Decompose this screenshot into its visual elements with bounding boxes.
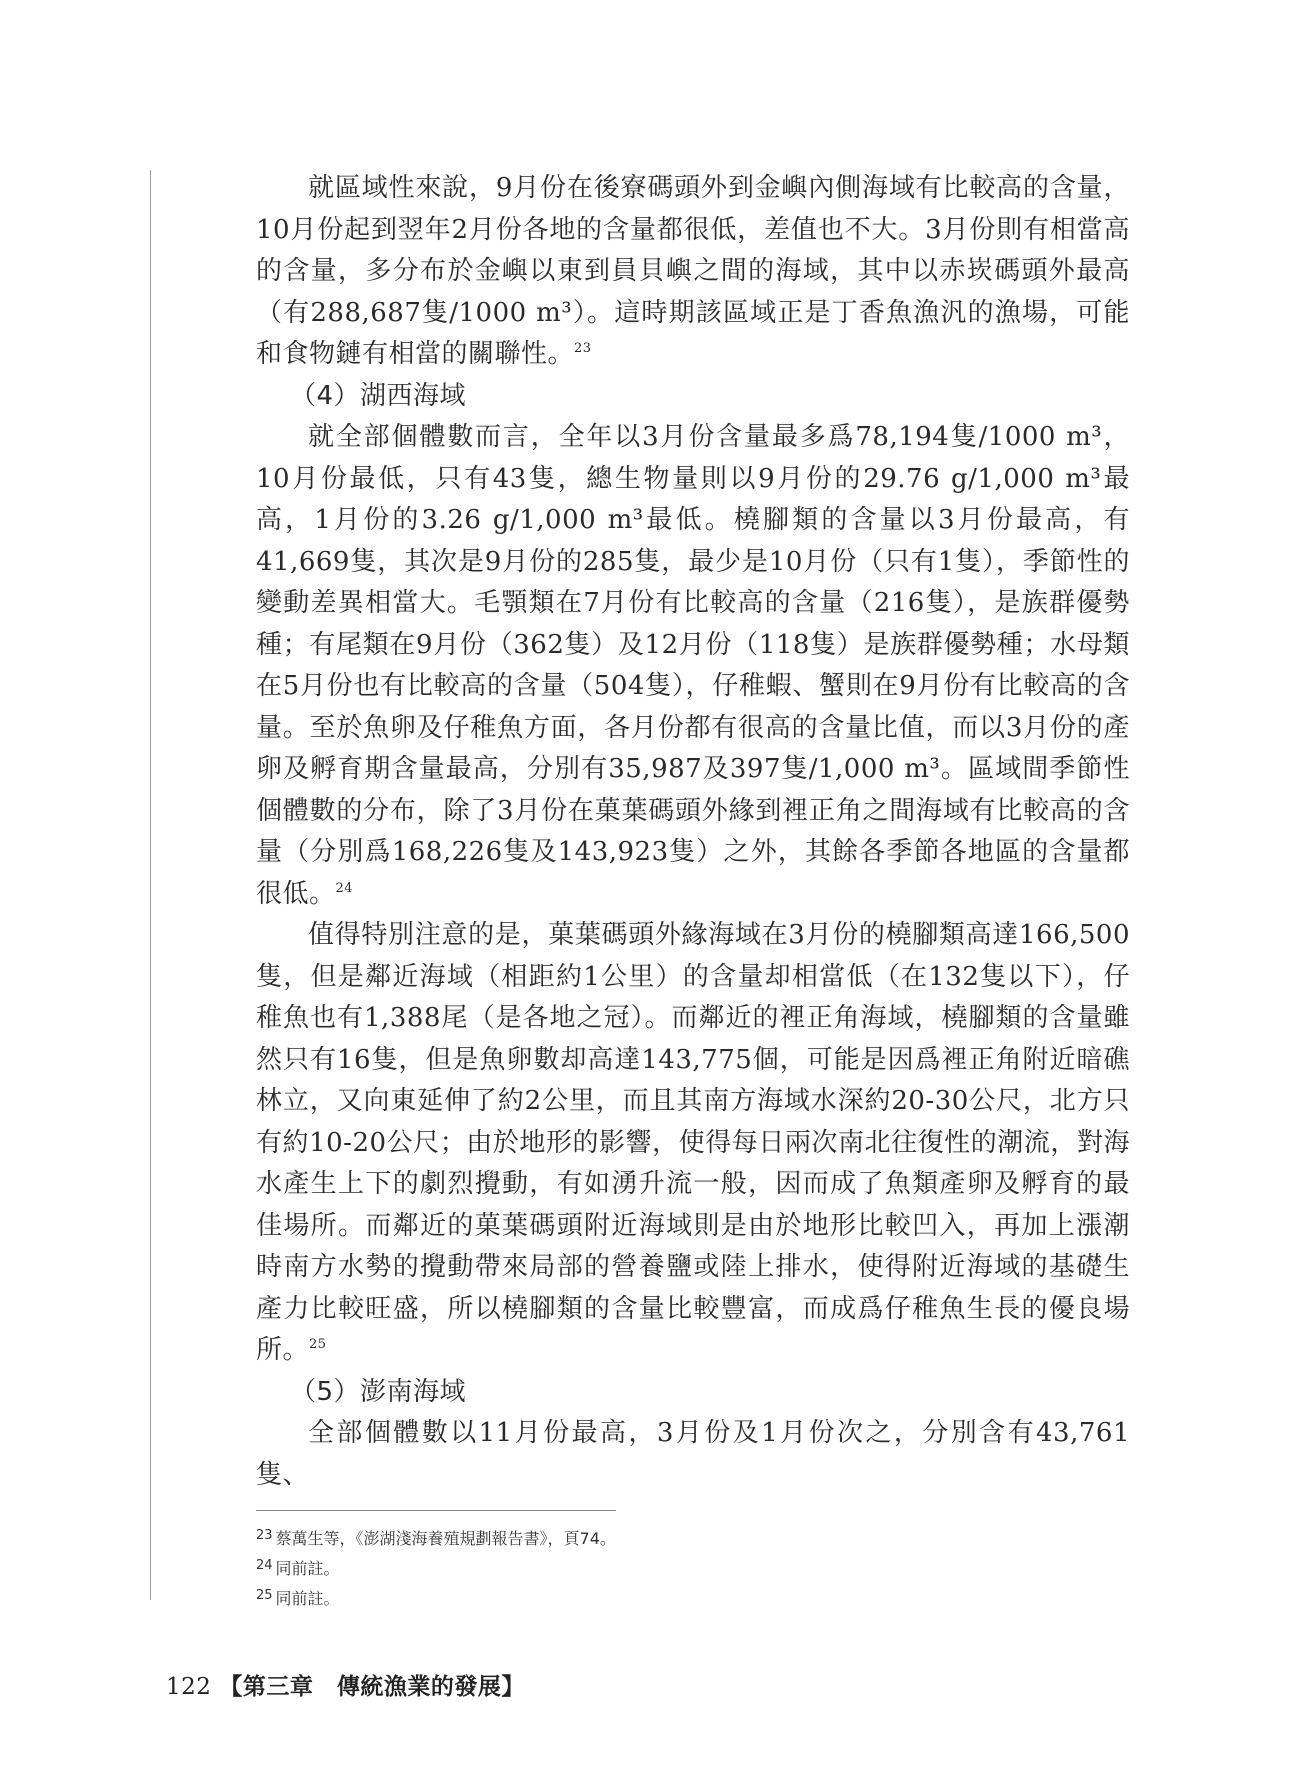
paragraph-1-text: 就區域性來說，9月份在後寮碼頭外到金嶼內側海域有比較高的含量，10月份起到翌年2月份各地的含量都很低，差值也不大。3月份則有相當高的含量，多分布於金嶼以東到員貝嶼之間的海域，其中以赤崁碼頭外最高（有288,687隻/1000 m³）。這時期該區域正是丁香魚漁汎的漁場，可能和食物鏈有相當的關聯性。 [256, 173, 1130, 369]
section-heading-5: （5）澎南海域 [290, 1376, 467, 1407]
footnote-text: 同前註。 [275, 1589, 340, 1608]
footnote-number: 25 [256, 1588, 273, 1603]
footnote-ref-23[interactable]: 23 [574, 341, 592, 356]
footnote-text: 蔡萬生等，《澎湖淺海養殖規劃報告書》，頁74。 [275, 1529, 616, 1548]
section-heading-4: （4）湖西海域 [290, 380, 467, 411]
paragraph-4: 全部個體數以11月份最高，3月份及1月份次之，分別含有43,761隻、 [256, 1418, 1130, 1490]
paragraph-1 [256, 168, 1130, 376]
footnote-23 [256, 1522, 1130, 1552]
footnote-ref-24[interactable]: 24 [335, 880, 354, 896]
footnote-number: 24 [256, 1558, 273, 1573]
paragraph-3 [256, 915, 1130, 1372]
page-footer [166, 1668, 525, 1701]
footnote-number: 23 [256, 1528, 273, 1543]
chapter-title: 【第三章 傳統漁業的發展】 [219, 1673, 525, 1700]
margin-rule [150, 170, 151, 1600]
footnote-25 [256, 1582, 1130, 1612]
main-text [256, 168, 1130, 1496]
footnotes [256, 1522, 1130, 1612]
paragraph-2 [256, 417, 1130, 915]
footnote-divider [256, 1510, 616, 1511]
page-number: 122 [166, 1674, 212, 1700]
footnote-text: 同前註。 [275, 1559, 340, 1578]
paragraph-3-text: 值得特別注意的是，菓葉碼頭外緣海域在3月份的橈腳類高達166,500隻，但是鄰近海域（相距約1公里）的含量却相當低（在132隻以下），仔稚魚也有1,388尾（是各地之冠）。而鄰近的裡正角海域，橈腳類的含量雖然只有16隻，但是魚卵數却高達143,775個，可能是因爲裡正角附近暗礁林立，又向東延伸了約2公里，而且其南方海域水深約20-30公尺，北方只有約10-20公尺；由於地形的影響，使得每日兩次南北往復性的潮流，對海水產生上下的劇烈攪動，有如湧升流一般，因而成了魚類產卵及孵育的最佳場所。而鄰近的菓葉碼頭附近海域則是由於地形比較凹入，再加上漲潮時南方水勢的攪動帶來局部的營養鹽或陸上排水，使得附近海域的基礎生產力比較旺盛，所以橈腳類的含量比較豐富，而成爲仔稚魚生長的優良場所。 [256, 920, 1130, 1365]
footnote-24 [256, 1552, 1130, 1582]
paragraph-2-text: 就全部個體數而言，全年以3月份含量最多爲78,194隻/1000 m³，10月份最低，只有43隻，總生物量則以9月份的29.76 g/1,000 m³最高，1月份的3.26 g/1,000 m³最低。橈腳類的含量以3月份最高，有41,669隻，其次是9月份的285隻，最少是10月份（只有1隻），季節性的變動差異相當大。毛顎類在7月份有比較高的含量（216隻），是族群優勢種；有尾類在9月份（362隻）及12月份（118隻）是族群優勢種；水母類在5月份也有比較高的含量（504隻），仔稚蝦、蟹則在9月份有比較高的含量。至於魚卵及仔稚魚方面，各月份都有很高的含量比值，而以3月份的產卵及孵育期含量最高，分別有35,987及397隻/1,000 m³。區域間季節性個體數的分布，除了3月份在菓葉碼頭外緣到裡正角之間海域有比較高的含量（分別爲168,226隻及143,923隻）之外，其餘各季節各地區的含量都很低。 [256, 422, 1130, 909]
footnote-ref-25[interactable]: 25 [309, 1337, 327, 1352]
